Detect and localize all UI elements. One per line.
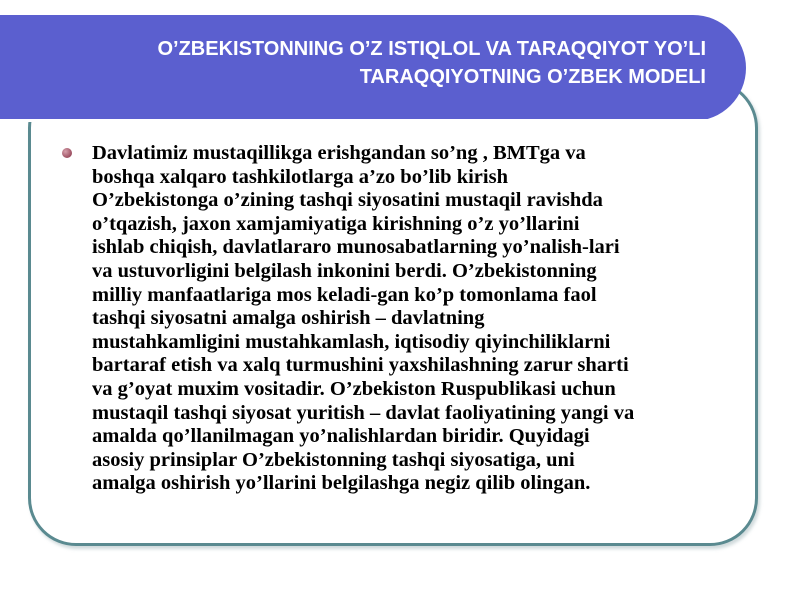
body-line: boshqa xalqaro tashkilotlarga a’zo bo’lib kirish <box>92 165 508 188</box>
body-line: tashqi siyosatni amalga oshirish – davlatning <box>92 307 485 330</box>
body-line: va ustuvorligini belgilash inkonini berdi. O’zbekistonning <box>92 259 597 282</box>
slide-title-line-1: O’ZBEKISTONNING O’Z ISTIQLOL VA TARAQQIYOT YO’LI <box>157 38 706 60</box>
body-line: Davlatimiz mustaqillikga erishgandan so’ng , BMTga va <box>92 142 586 164</box>
body-line: va g’oyat muxim vositadir. O’zbekiston Ruspublikasi uchun <box>92 377 616 400</box>
body-line: bartaraf etish va xalq turmushini yaxshilashning zarur sharti <box>92 354 629 377</box>
slide-title <box>20 35 706 91</box>
body-line: amalga oshirish yo’llarini belgilashga negiz qilib olingan. <box>92 472 591 495</box>
body-line: mustaqil tashqi siyosat yuritish – davlat faoliyatining yangi va <box>92 401 635 424</box>
bullet-icon <box>62 148 72 158</box>
title-underline <box>0 119 710 122</box>
body-line: o’tqazish, jaxon xamjamiyatiga kirishning o’z yo’llarini <box>92 212 580 235</box>
body-line: O’zbekistonga o’zining tashqi siyosatini mustaqil ravishda <box>92 189 603 212</box>
slide-title-line-2: TARAQQIYOTNING O’ZBEK MODELI <box>359 66 706 88</box>
body-line: asosiy prinsiplar O’zbekistonning tashqi siyosatiga, uni <box>92 448 575 471</box>
body-paragraph <box>92 142 742 496</box>
body-line: amalda qo’llanilmagan yo’nalishlardan biridir. Quyidagi <box>92 425 590 448</box>
body-line: milliy manfaatlariga mos keladi-gan ko’p tomonlama faol <box>92 283 597 306</box>
body-line: mustahkamligini mustahkamlash, iqtisodiy qiyinchiliklarni <box>92 330 611 353</box>
body-line: ishlab chiqish, davlatlararo munosabatlarning yo’nalish-lari <box>92 236 620 259</box>
